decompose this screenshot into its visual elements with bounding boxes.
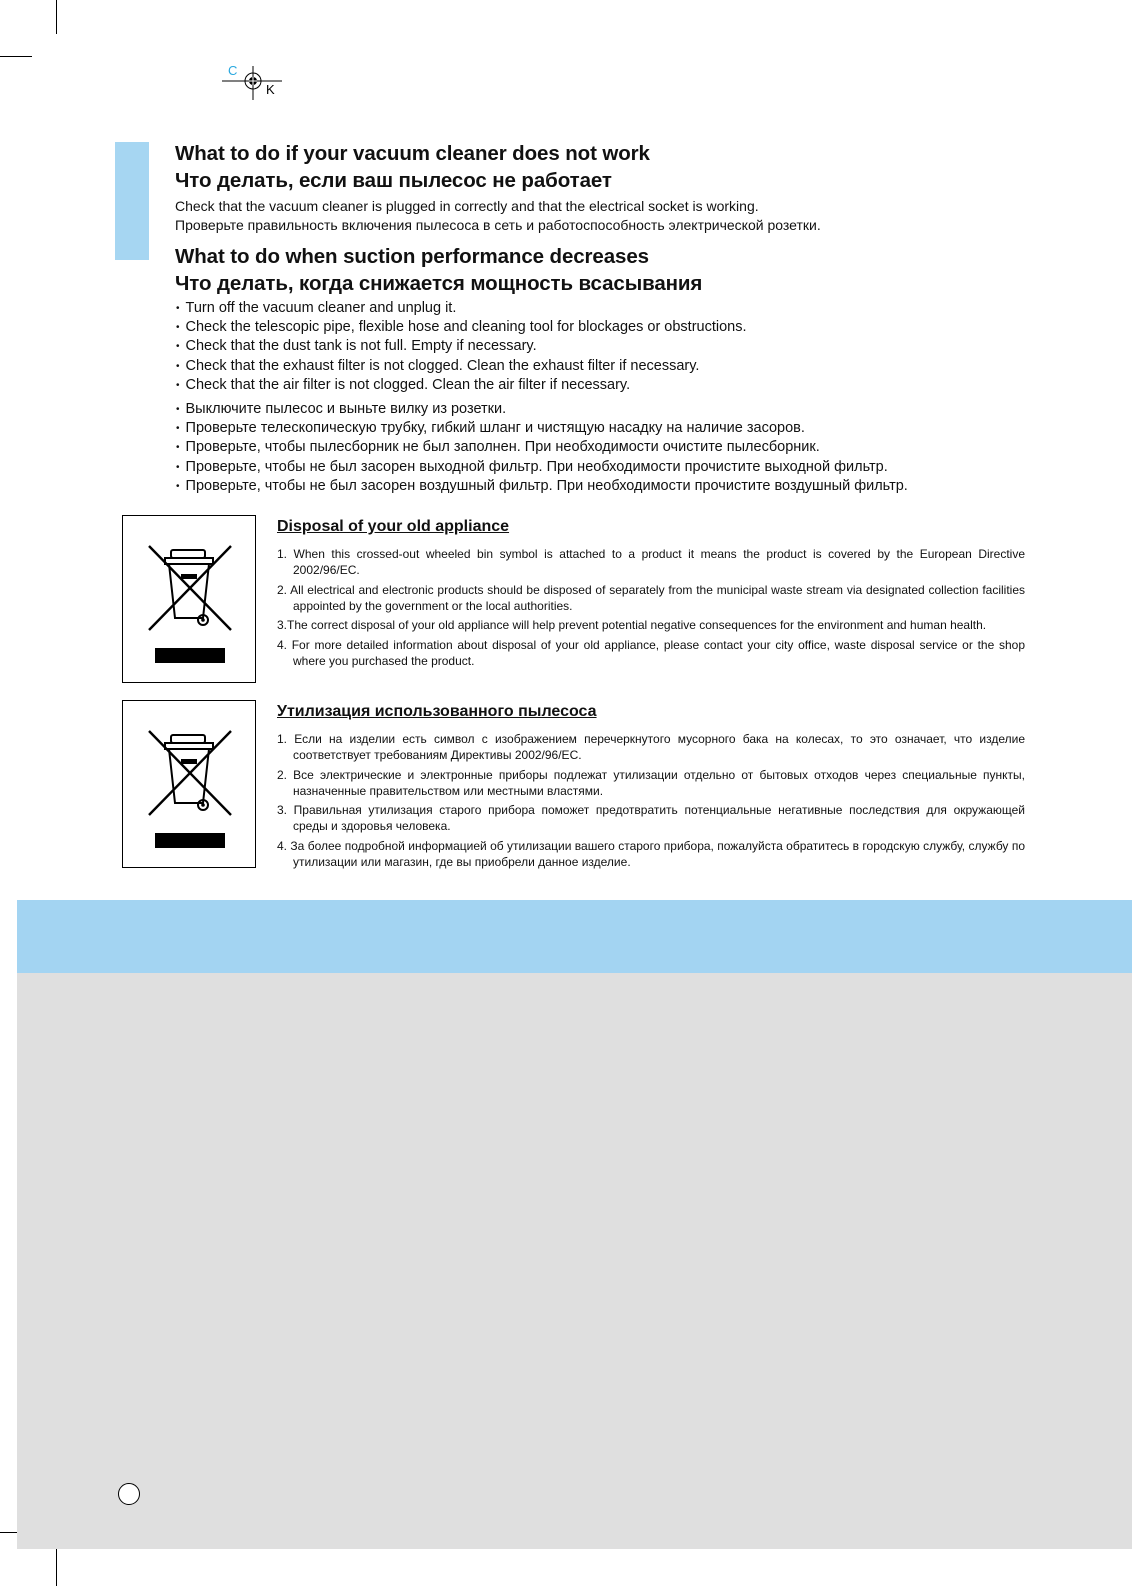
weee-symbol-box-en <box>122 515 256 683</box>
list-item: • Проверьте телескопическую трубку, гибкий шланг и чистящую насадку на наличие засоров. <box>176 419 908 438</box>
list-item: • Check that the exhaust filter is not clogged. Clean the exhaust filter if necessary. <box>176 357 747 376</box>
troubleshoot-title-ru: Что делать, если ваш пылесос не работает <box>175 169 612 192</box>
registration-label-k: K <box>266 82 275 97</box>
list-item: 1. When this crossed-out wheeled bin symbol is attached to a product it means the product is covered by the European Directive 2002/96/EC. <box>277 547 1025 577</box>
crop-mark-top-horizontal <box>0 56 32 57</box>
crossed-out-wheeled-bin-icon <box>143 536 237 664</box>
list-item: • Check that the air filter is not clogged. Clean the air filter if necessary. <box>176 376 747 395</box>
list-item: 2. All electrical and electronic products should be disposed of separately from the municipal waste stream via designated collection facilities appointed by the government or the local authorities. <box>277 582 1025 613</box>
page-number-circle <box>118 1483 140 1505</box>
list-item: 4. За более подробной информацией об утилизации вашего старого прибора, пожалуйста обратитесь в городскую службу, службу по утилизации или магазин, где вы приобрели данное изделие. <box>277 838 1025 869</box>
suction-title-en: What to do when suction performance decreases <box>175 245 649 268</box>
troubleshoot-title-en: What to do if your vacuum cleaner does not work <box>175 142 650 165</box>
list-item: 4. For more detailed information about disposal of your old appliance, please contact your city office, waste disposal service or the shop where you purchased the product. <box>277 637 1025 668</box>
troubleshoot-text-ru: Проверьте правильность включения пылесоса в сеть и работоспособность электрической розетки. <box>175 217 821 233</box>
suction-bullets-ru <box>176 400 908 496</box>
disposal-title-ru: Утилизация использованного пылесоса <box>277 703 597 720</box>
crossed-out-wheeled-bin-icon <box>143 721 237 849</box>
disposal-title-en: Disposal of your old appliance <box>277 518 510 535</box>
list-item: • Проверьте, чтобы не был засорен выходной фильтр. При необходимости прочистите выходной фильтр. <box>176 458 908 477</box>
list-item: • Проверьте, чтобы не был засорен воздушный фильтр. При необходимости прочистите воздушный фильтр. <box>176 477 908 496</box>
disposal-list-en <box>277 546 1025 672</box>
troubleshoot-text-en: Check that the vacuum cleaner is plugged in correctly and that the electrical socket is working. <box>175 198 759 214</box>
suction-title-ru: Что делать, когда снижается мощность всасывания <box>175 272 703 295</box>
crop-mark-top-vertical <box>56 0 57 34</box>
section-side-tab <box>115 142 149 260</box>
weee-symbol-box-ru <box>122 700 256 868</box>
list-item: 1. Если на изделии есть символ с изображением перечеркнутого мусорного бака на колесах, то это означает, что изделие соответствует требованиям Директивы 2002/96/ЕС. <box>277 732 1025 762</box>
blue-footer-band <box>17 900 1132 973</box>
crop-mark-bottom-vertical <box>56 1548 57 1586</box>
list-item: • Check that the dust tank is not full. Empty if necessary. <box>176 337 747 356</box>
disposal-list-ru <box>277 731 1025 873</box>
list-item: 3.The correct disposal of your old appliance will help prevent potential negative consequences for the environment and human health. <box>277 618 987 632</box>
suction-bullets-en <box>176 299 747 395</box>
list-item: • Turn off the vacuum cleaner and unplug it. <box>176 299 747 318</box>
registration-label-c: C <box>228 63 238 78</box>
list-item: • Выключите пылесос и выньте вилку из розетки. <box>176 400 908 419</box>
list-item: 3. Правильная утилизация старого прибора поможет предотвратить потенциальные негативные последствия для окружающей среды и здоровья человека. <box>277 803 1025 833</box>
gray-blank-panel <box>17 973 1132 1549</box>
list-item: • Check the telescopic pipe, flexible hose and cleaning tool for blockages or obstructions. <box>176 318 747 337</box>
list-item: 2. Все электрические и электронные приборы подлежат утилизации отдельно от бытовых отходов через специальные пункты, назначенные правительством или местными властями. <box>277 767 1025 798</box>
list-item: • Проверьте, чтобы пылесборник не был заполнен. При необходимости очистите пылесборник. <box>176 438 908 457</box>
